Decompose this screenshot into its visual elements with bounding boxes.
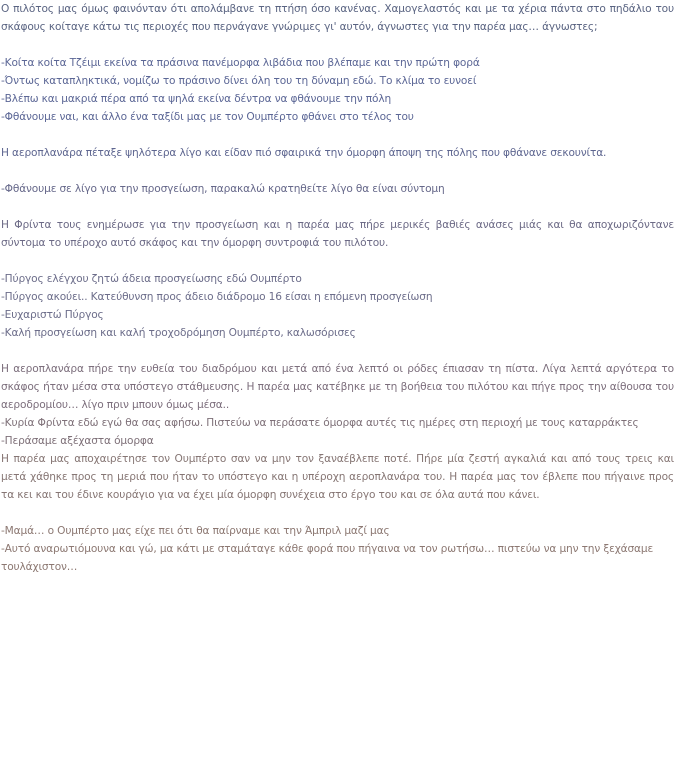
paragraph-gap [1,198,674,216]
narrative-paragraph: Η αεροπλανάρα πήρε την ευθεία του διαδρόμου και μετά από ένα λεπτό οι ρόδες έπιασαν τη πίστα. Λίγα λεπτά αργότερα το σκάφος ήταν μέσα στα υπόστεγο στάθμευσης. Η παρέα μας κατέβηκε με τη βοήθεια του πιλότου και πήγε προς την αίθουσα του αεροδρομίου… λίγο πριν μπουν όμως μέσα.. [1,363,674,411]
paragraph-gap [1,162,674,180]
dialogue-line: -Μαμά… ο Ουμπέρτο μας είχε πει ότι θα παίρναμε και την Άμπριλ μαζί μας [1,525,390,537]
narrative-paragraph: Η παρέα μας αποχαιρέτησε τον Ουμπέρτο σαν να μην τον ξαναέβλεπε ποτέ. Πήρε μία ζεστή αγκαλιά και από τους τρεις και μετά χάθηκε προς τη μεριά που ήταν το υπόστεγο και η υπέροχη αεροπλανάρα του. Η παρέα μας τον έβλεπε που πήγαινε προς τα κει και του έδινε κουράγιο για να έχει μία όμορφη συνέχεια στο έργο του και σε όλα αυτά που κάνει. [1,453,674,501]
paragraph-gap [1,126,674,144]
paragraph-gap [1,252,674,270]
dialogue-line: -Όντως καταπληκτικά, νομίζω το πράσινο δίνει όλη του τη δύναμη εδώ. Το κλίμα το ευνοεί [1,75,477,87]
paragraph-gap [1,504,674,522]
dialogue-line: -Αυτό αναρωτιόμουνα και γώ, μα κάτι με σταμάταγε κάθε φορά που πήγαινα να τον ρωτήσω… πιστεύω να μην την ξεχάσαμε τουλάχιστον… [1,543,654,573]
dialogue-line: -Κυρία Φρίντα εδώ εγώ θα σας αφήσω. Πιστεύω να περάσατε όμορφα αυτές τις ημέρες στη περιοχή με τους καταρράκτες [1,417,639,429]
paragraph-gap [1,342,674,360]
dialogue-line: -Πύργος ακούει.. Κατεύθυνση προς άδειο διάδρομο 16 είσαι η επόμενη προσγείωση [1,291,433,303]
dialogue-line: -Φθάνουμε ναι, και άλλο ένα ταξίδι μας με τον Ουμπέρτο φθάνει στο τέλος του [1,111,414,123]
narrative-paragraph: Η Φρίντα τους ενημέρωσε για την προσγείωση και η παρέα μας πήρε μερικές βαθιές ανάσες μιάς και θα αποχωριζόντανε σύντομα το υπέροχο αυτό σκάφος και την όμορφη συντροφιά του πιλότου. [1,219,674,249]
dialogue-line: -Φθάνουμε σε λίγο για την προσγείωση, παρακαλώ κρατηθείτε λίγο θα είναι σύντομη [1,183,445,195]
paragraph-gap [1,36,674,54]
narrative-paragraph: Ο πιλότος μας όμως φαινόνταν ότι απολάμβανε τη πτήση όσο κανένας. Χαμογελαστός και με τα χέρια πάντα στο πηδάλιο του σκάφους κοίταγε κάτω τις περιοχές που περνάγανε γνώριμες γι' αυτόν, άγνωστες για την παρέα μας… άγνωστες; [1,3,674,33]
dialogue-line: -Βλέπω και μακριά πέρα από τα ψηλά εκείνα δέντρα να φθάνουμε την πόλη [1,93,392,105]
dialogue-line: -Περάσαμε αξέχαστα όμορφα [1,435,154,447]
dialogue-line: -Πύργος ελέγχου ζητώ άδεια προσγείωσης εδώ Ουμπέρτο [1,273,302,285]
narrative-paragraph: Η αεροπλανάρα πέταξε ψηλότερα λίγο και είδαν πιό σφαιρικά την όμορφη άποψη της πόλης που φθάνανε σεκουνίτα. [1,147,607,159]
dialogue-line: -Κοίτα κοίτα Τζέιμι εκείνα τα πράσινα πανέμορφα λιβάδια που βλέπαμε και την πρώτη φορά [1,57,480,69]
dialogue-line: -Καλή προσγείωση και καλή τροχοδρόμηση Ουμπέρτο, καλωσόρισες [1,327,356,339]
dialogue-line: -Ευχαριστώ Πύργος [1,309,104,321]
